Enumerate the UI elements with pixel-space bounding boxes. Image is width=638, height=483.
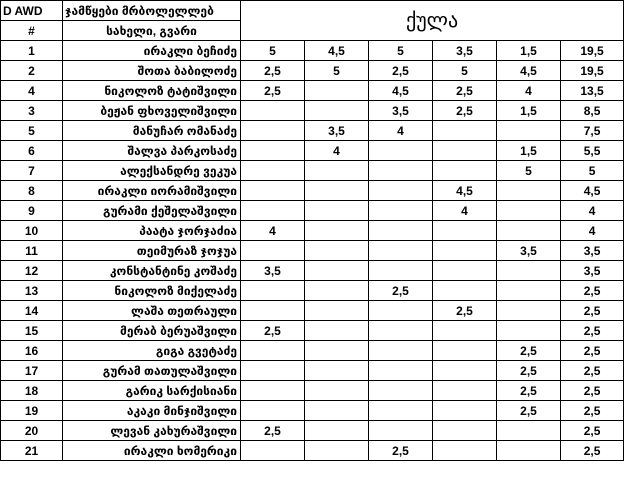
score-cell: 4: [433, 201, 497, 221]
row-number: 3: [1, 101, 63, 121]
score-cell: 5: [305, 61, 369, 81]
score-cell: [241, 441, 305, 461]
racer-name: შოთა ბაბილოძე: [63, 61, 241, 81]
total-cell: 5: [561, 161, 624, 181]
score-cell: [433, 421, 497, 441]
score-cell: 1,5: [497, 41, 561, 61]
score-cell: 2,5: [497, 341, 561, 361]
score-cell: [241, 181, 305, 201]
racer-name: ბეჟან ფხოველიშვილი: [63, 101, 241, 121]
row-number: 13: [1, 281, 63, 301]
score-cell: [305, 161, 369, 181]
score-cell: 3,5: [497, 241, 561, 261]
racer-name: ირაკლი იორამიშვილი: [63, 181, 241, 201]
score-cell: [241, 201, 305, 221]
total-cell: 2,5: [561, 381, 624, 401]
row-number: 17: [1, 361, 63, 381]
score-cell: [369, 201, 433, 221]
score-cell: 1,5: [497, 101, 561, 121]
score-cell: 4: [241, 221, 305, 241]
racer-name: აკაკი მინჯიშვილი: [63, 401, 241, 421]
score-cell: 4: [305, 141, 369, 161]
table-row: [1, 101, 624, 121]
score-cell: [305, 81, 369, 101]
row-number: 4: [1, 81, 63, 101]
total-cell: 2,5: [561, 301, 624, 321]
score-cell: 2,5: [241, 81, 305, 101]
score-cell: [241, 101, 305, 121]
row-number: 10: [1, 221, 63, 241]
score-cell: 2,5: [497, 401, 561, 421]
score-cell: [497, 301, 561, 321]
total-cell: 2,5: [561, 361, 624, 381]
score-cell: [433, 221, 497, 241]
racer-name: გარიკ სარქისიანი: [63, 381, 241, 401]
score-cell: [433, 361, 497, 381]
score-cell: [433, 261, 497, 281]
score-cell: 4: [497, 81, 561, 101]
score-cell: 5: [369, 41, 433, 61]
score-cell: [305, 201, 369, 221]
score-cell: [369, 361, 433, 381]
row-number: 8: [1, 181, 63, 201]
score-cell: 4: [369, 121, 433, 141]
total-cell: 4: [561, 221, 624, 241]
score-cell: 2,5: [433, 101, 497, 121]
table-row: [1, 281, 624, 301]
total-cell: 13,5: [561, 81, 624, 101]
score-cell: [497, 421, 561, 441]
table-row: [1, 341, 624, 361]
racer-name: ნიკოლოზ ტატიშვილი: [63, 81, 241, 101]
score-cell: [241, 361, 305, 381]
total-cell: 3,5: [561, 261, 624, 281]
racer-name: თეიმურაზ ჯოჯუა: [63, 241, 241, 261]
score-cell: 2,5: [369, 281, 433, 301]
table-row: [1, 141, 624, 161]
score-cell: [369, 161, 433, 181]
score-cell: 2,5: [433, 301, 497, 321]
table-row: [1, 161, 624, 181]
score-cell: [305, 101, 369, 121]
score-cell: 4,5: [433, 181, 497, 201]
racer-name: გურამი ქეშელაშვილი: [63, 201, 241, 221]
score-cell: [305, 341, 369, 361]
column-header-top: ჯამწყები მრბოლელლებ: [63, 1, 241, 21]
racer-name: ნიკოლოზ მიქელაძე: [63, 281, 241, 301]
score-cell: 2,5: [369, 61, 433, 81]
row-number: 7: [1, 161, 63, 181]
score-cell: 2,5: [433, 81, 497, 101]
total-cell: 2,5: [561, 281, 624, 301]
score-cell: [241, 381, 305, 401]
score-cell: 2,5: [241, 421, 305, 441]
total-cell: 7,5: [561, 121, 624, 141]
table-row: [1, 401, 624, 421]
table-row: [1, 121, 624, 141]
score-cell: [305, 441, 369, 461]
total-cell: 4,5: [561, 181, 624, 201]
score-cell: [241, 341, 305, 361]
score-cell: [305, 281, 369, 301]
score-cell: [497, 201, 561, 221]
score-cell: [369, 181, 433, 201]
total-cell: 2,5: [561, 321, 624, 341]
score-cell: [369, 341, 433, 361]
score-cell: [241, 161, 305, 181]
score-cell: 2,5: [497, 361, 561, 381]
score-cell: [241, 301, 305, 321]
score-cell: [369, 421, 433, 441]
score-cell: [305, 221, 369, 241]
score-cell: [369, 301, 433, 321]
table-row: [1, 41, 624, 61]
score-cell: [497, 441, 561, 461]
score-cell: 5: [241, 41, 305, 61]
score-cell: [433, 401, 497, 421]
table-row: [1, 441, 624, 461]
score-cell: [433, 241, 497, 261]
table-row: [1, 181, 624, 201]
score-cell: 4,5: [369, 81, 433, 101]
row-number: 16: [1, 341, 63, 361]
table-row: [1, 221, 624, 241]
row-number: 1: [1, 41, 63, 61]
total-cell: 2,5: [561, 341, 624, 361]
score-cell: [305, 181, 369, 201]
score-cell: 3,5: [369, 101, 433, 121]
score-cell: [305, 381, 369, 401]
score-cell: [369, 221, 433, 241]
score-cell: [305, 301, 369, 321]
score-cell: 2,5: [241, 61, 305, 81]
score-cell: [369, 381, 433, 401]
racer-name: ლევან კახურაშვილი: [63, 421, 241, 441]
racer-name: მანუჩარ ომანაძე: [63, 121, 241, 141]
score-cell: [497, 181, 561, 201]
table-row: [1, 321, 624, 341]
total-cell: 5,5: [561, 141, 624, 161]
racer-name: ალექსანდრე ვეკუა: [63, 161, 241, 181]
row-number: 9: [1, 201, 63, 221]
score-cell: [305, 261, 369, 281]
score-cell: [497, 281, 561, 301]
racer-name: კონსტანტინე კოშაძე: [63, 261, 241, 281]
score-cell: 2,5: [241, 321, 305, 341]
score-cell: [433, 141, 497, 161]
row-number: 14: [1, 301, 63, 321]
row-number: 21: [1, 441, 63, 461]
score-cell: 2,5: [369, 441, 433, 461]
score-header: ქულა: [241, 1, 624, 41]
row-number: 19: [1, 401, 63, 421]
total-cell: 19,5: [561, 61, 624, 81]
score-cell: [497, 261, 561, 281]
row-number: 12: [1, 261, 63, 281]
corner-label: D AWD: [1, 1, 63, 21]
row-number: 5: [1, 121, 63, 141]
score-cell: [433, 441, 497, 461]
score-cell: [433, 121, 497, 141]
score-cell: [369, 321, 433, 341]
score-cell: [369, 261, 433, 281]
total-cell: 8,5: [561, 101, 624, 121]
table-row: [1, 261, 624, 281]
score-cell: [369, 241, 433, 261]
score-cell: 4,5: [497, 61, 561, 81]
racer-name: გურამ თათულაშვილი: [63, 361, 241, 381]
racer-name: ლაშა თეთრაული: [63, 301, 241, 321]
score-cell: [305, 321, 369, 341]
total-cell: 3,5: [561, 241, 624, 261]
header-row-top: [1, 1, 624, 21]
score-cell: [241, 121, 305, 141]
score-cell: [305, 421, 369, 441]
row-number: 6: [1, 141, 63, 161]
table-row: [1, 301, 624, 321]
score-cell: [369, 141, 433, 161]
total-cell: 19,5: [561, 41, 624, 61]
score-cell: [305, 401, 369, 421]
score-cell: [433, 281, 497, 301]
score-cell: [433, 341, 497, 361]
table-row: [1, 201, 624, 221]
table-row: [1, 381, 624, 401]
score-cell: 5: [433, 61, 497, 81]
score-cell: [433, 161, 497, 181]
score-cell: [433, 381, 497, 401]
score-cell: [241, 241, 305, 261]
score-cell: [497, 221, 561, 241]
row-number: 2: [1, 61, 63, 81]
score-cell: [305, 241, 369, 261]
row-number: 20: [1, 421, 63, 441]
row-number: 18: [1, 381, 63, 401]
score-cell: 1,5: [497, 141, 561, 161]
racer-name: გიგა გვეტაძე: [63, 341, 241, 361]
score-cell: 4,5: [305, 41, 369, 61]
racer-name: ირაკლი ხომერიკი: [63, 441, 241, 461]
score-cell: [305, 361, 369, 381]
racer-name: მერაბ ბერუაშვილი: [63, 321, 241, 341]
total-cell: 2,5: [561, 421, 624, 441]
score-cell: 5: [497, 161, 561, 181]
table-row: [1, 421, 624, 441]
table-row: [1, 361, 624, 381]
score-cell: [369, 401, 433, 421]
row-number: 15: [1, 321, 63, 341]
total-cell: 4: [561, 201, 624, 221]
score-cell: [497, 321, 561, 341]
racer-name: ირაკლი ბეჩიძე: [63, 41, 241, 61]
score-cell: 3,5: [433, 41, 497, 61]
total-cell: 2,5: [561, 401, 624, 421]
score-cell: 3,5: [305, 121, 369, 141]
score-cell: [241, 141, 305, 161]
score-cell: [497, 121, 561, 141]
score-cell: 3,5: [241, 261, 305, 281]
racer-name: პაატა ჯორჯაძია: [63, 221, 241, 241]
table-row: [1, 241, 624, 261]
table-row: [1, 81, 624, 101]
table-body: [1, 1, 624, 461]
racer-name: შალვა პარკოსაძე: [63, 141, 241, 161]
number-header: #: [1, 21, 63, 41]
score-cell: [241, 401, 305, 421]
column-header-bottom: სახელი, გვარი: [63, 21, 241, 41]
score-cell: [241, 281, 305, 301]
score-cell: 2,5: [497, 381, 561, 401]
row-number: 11: [1, 241, 63, 261]
score-cell: [433, 321, 497, 341]
table-row: [1, 61, 624, 81]
total-cell: 2,5: [561, 441, 624, 461]
